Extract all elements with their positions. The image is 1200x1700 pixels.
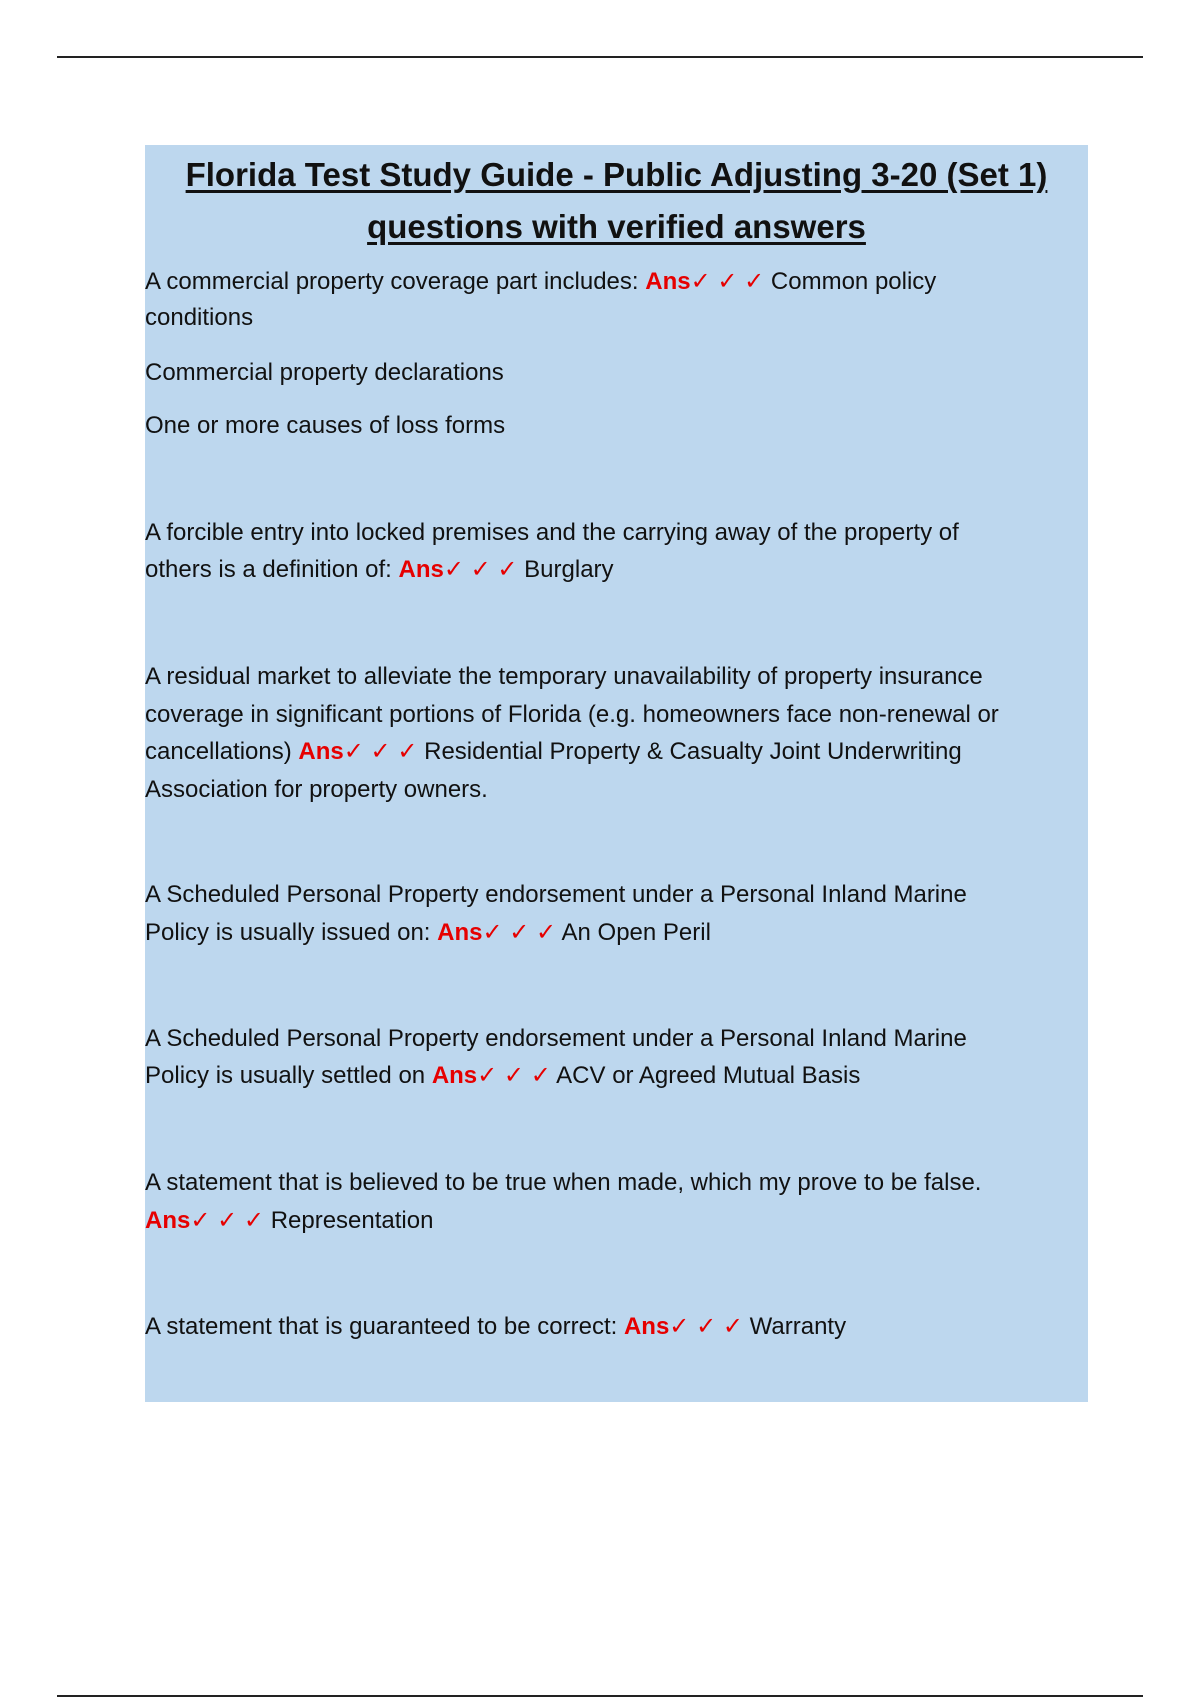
qa-2-question-part-2: others is a definition of:	[145, 556, 399, 583]
ans-label: Ans	[145, 1207, 191, 1234]
verified-checkmarks: ✓ ✓ ✓	[669, 1313, 743, 1340]
qa-3-question-part-3: cancellations)	[145, 738, 299, 765]
qa-7-question-part-1: A statement that is guaranteed to be correct:	[145, 1313, 624, 1340]
qa-4-line-2	[145, 914, 1075, 951]
verified-checkmarks: ✓ ✓ ✓	[690, 268, 765, 295]
ans-label: Ans	[437, 919, 483, 946]
qa-3-line-4: Association for property owners.	[145, 776, 488, 803]
study-guide-panel	[145, 145, 1088, 1402]
qa-5-line-2	[145, 1057, 1075, 1094]
qa-5-line-1: A Scheduled Personal Property endorsement under a Personal Inland Marine	[145, 1025, 967, 1052]
qa-5-question-part-2: Policy is usually settled on	[145, 1062, 432, 1089]
verified-checkmarks: ✓ ✓ ✓	[343, 738, 418, 765]
qa-6-answer: Representation	[270, 1207, 434, 1234]
document-title	[145, 145, 1088, 253]
qa-6-line-1: A statement that is believed to be true when made, which my prove to be false.	[145, 1169, 982, 1196]
qa-1-line-3: Commercial property declarations	[145, 359, 504, 386]
qa-3-line-1: A residual market to alleviate the temporary unavailability of property insurance	[145, 663, 983, 690]
qa-1-answer: Common policy	[770, 268, 937, 295]
qa-4-line-1: A Scheduled Personal Property endorsement under a Personal Inland Marine	[145, 881, 967, 908]
ans-label: Ans	[623, 1313, 670, 1340]
qa-3-answer: Residential Property & Casualty Joint Underwriting	[424, 738, 962, 765]
qa-2-line-2	[145, 551, 1075, 588]
title-line-1: Florida Test Study Guide - Public Adjusting 3-20 (Set 1)	[185, 156, 1048, 193]
qa-2-answer: Burglary	[524, 556, 614, 583]
qa-3-line-2: coverage in significant portions of Florida (e.g. homeowners face non-renewal or	[145, 701, 999, 728]
qa-4-answer: An Open Peril	[561, 919, 711, 946]
qa-1-line-1	[145, 263, 1075, 300]
qa-1-line-4: One or more causes of loss forms	[145, 412, 506, 439]
ans-label: Ans	[298, 738, 344, 765]
qa-7-line-1	[145, 1308, 1075, 1345]
verified-checkmarks: ✓ ✓ ✓	[477, 1062, 551, 1089]
qa-4-question-part-2: Policy is usually issued on:	[145, 919, 438, 946]
qa-3-line-3	[145, 733, 1075, 770]
qa-7-answer: Warranty	[749, 1313, 847, 1340]
qa-1-question-part-1: A commercial property coverage part includes:	[145, 268, 646, 295]
title-line-2: questions with verified answers	[367, 208, 866, 245]
top-rule	[57, 56, 1143, 58]
verified-checkmarks: ✓ ✓ ✓	[443, 556, 518, 583]
qa-6-line-2	[145, 1202, 1075, 1239]
verified-checkmarks: ✓ ✓ ✓	[482, 919, 557, 946]
qa-2-line-1: A forcible entry into locked premises and the carrying away of the property of	[145, 519, 959, 546]
qa-5-answer: ACV or Agreed Mutual Basis	[556, 1062, 861, 1089]
ans-label: Ans	[398, 556, 444, 583]
qa-1-line-2: conditions	[145, 304, 254, 331]
study-guide-content	[145, 145, 1088, 1340]
ans-label: Ans	[431, 1062, 478, 1089]
bottom-rule	[57, 1695, 1143, 1697]
ans-label: Ans	[645, 268, 691, 295]
verified-checkmarks: ✓ ✓ ✓	[190, 1207, 265, 1234]
